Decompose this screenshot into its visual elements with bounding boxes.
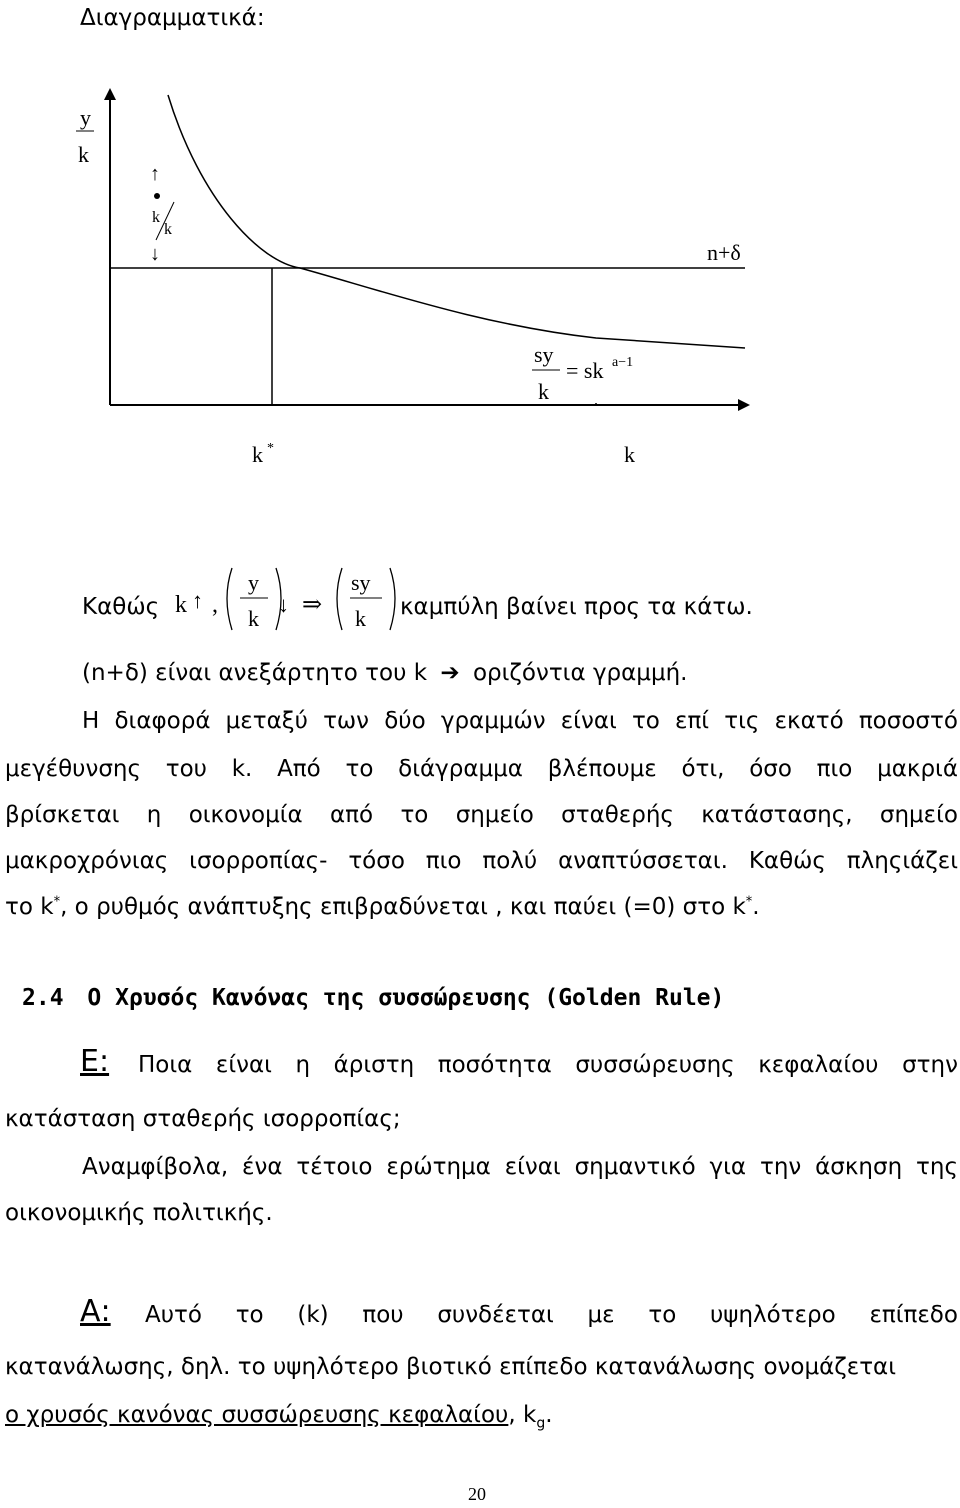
kstar-label: k: [252, 442, 263, 467]
word: Καθώς: [748, 848, 826, 874]
word: επί: [675, 708, 710, 734]
word: οικονομία: [188, 802, 303, 828]
word: είναι: [560, 708, 617, 734]
word: όσο: [749, 756, 792, 782]
kdot-num: k: [152, 209, 160, 226]
page-number: 20: [468, 1484, 486, 1504]
word: ισορροπίας-: [189, 848, 328, 874]
word: ερώτημα: [386, 1154, 491, 1180]
word: κεφαλαίου: [758, 1052, 879, 1078]
word: Η: [82, 708, 100, 734]
formula-lead: Καθώς: [82, 594, 160, 620]
word: διάγραμμα: [398, 756, 523, 782]
word: σημείο: [455, 802, 534, 828]
para1-line6: [5, 894, 760, 920]
word: μεταξύ: [225, 708, 308, 734]
question-line4: οικονομικής πολιτικής.: [5, 1200, 273, 1226]
formula-implies-icon: ⇒: [302, 592, 323, 618]
golden-rule-term: ο χρυσός κανόνας συσσώρευσης κεφαλαίου: [5, 1402, 509, 1428]
formula-down-arrow-icon: ↓: [278, 592, 289, 617]
word: ένα: [242, 1154, 283, 1180]
question-line2: κατάσταση σταθερής ισορροπίας;: [5, 1106, 401, 1132]
answer-line3-sub: g: [536, 1415, 546, 1432]
curve-label-eq: = sk: [566, 358, 604, 383]
formula-up-arrow-icon: ↑: [192, 588, 203, 613]
word: πολύ: [482, 848, 538, 874]
y-axis-label-num: y: [80, 105, 91, 130]
word: επίπεδο: [869, 1302, 958, 1328]
kdot-den: k: [164, 221, 172, 238]
para1-line1b: οριζόντια γραμμή.: [472, 660, 688, 686]
para1-line6-sup: *: [53, 894, 61, 910]
word: Αναμφίβολα,: [82, 1154, 229, 1180]
y-axis-label-den: k: [78, 142, 89, 167]
word: η: [146, 802, 162, 828]
word: διαφορά: [114, 708, 211, 734]
word: το: [631, 708, 660, 734]
word: συνδέεται: [437, 1302, 554, 1328]
word: τις: [724, 708, 760, 734]
word: υψηλότερο: [710, 1302, 836, 1328]
y-axis-arrowhead: [104, 88, 116, 100]
formula-f1-num: y: [248, 570, 259, 595]
answer-line3-b: , k: [508, 1402, 537, 1428]
para1-line6c: .: [752, 894, 760, 920]
word: βλέπουμε: [547, 756, 657, 782]
x-axis-arrowhead: [738, 399, 750, 411]
word: Ποια: [138, 1052, 193, 1078]
word: με: [587, 1302, 615, 1328]
word: Αυτό: [145, 1302, 202, 1328]
word: Από: [277, 756, 321, 782]
formula-f1-den: k: [248, 606, 259, 631]
formula-f2-den: k: [355, 606, 366, 631]
formula-k: k: [175, 592, 187, 618]
word: (k): [297, 1302, 329, 1328]
answer-label: Α:: [80, 1294, 111, 1329]
word: μακροχρόνιας: [5, 848, 169, 874]
para1-line6-sup2: *: [745, 894, 753, 910]
word: των: [323, 708, 370, 734]
para1-line3: [5, 756, 958, 782]
word: το: [400, 802, 429, 828]
word: την: [759, 1154, 802, 1180]
para1-line6b: , ο ρυθμός ανάπτυξης επιβραδύνεται , και παύει (=0) στο k: [60, 894, 746, 920]
curve-label-num: sy: [534, 342, 554, 367]
growth-diagram: [0, 0, 960, 480]
word: πιο: [425, 848, 462, 874]
word: σημαντικό: [574, 1154, 696, 1180]
word: που: [362, 1302, 404, 1328]
word: τέτοιο: [296, 1154, 373, 1180]
word: της: [916, 1154, 958, 1180]
section-number: 2.4: [22, 985, 64, 1011]
answer-line3-c: .: [545, 1402, 553, 1428]
word: μεγέθυνσης: [5, 756, 141, 782]
word: ότι,: [681, 756, 725, 782]
curve-label-exp: a−1: [612, 355, 634, 370]
word: άριστη: [333, 1052, 415, 1078]
answer-line2-text: κατανάλωσης, δηλ. το υψηλότερο βιοτικό επίπεδο κατανάλωσης ονομάζεται: [5, 1354, 896, 1380]
section-heading: [22, 985, 724, 1011]
formula-tail: καμπύλη βαίνει προς τα κάτω.: [400, 594, 753, 620]
curve-label-den: k: [538, 379, 549, 404]
answer-line1: [145, 1302, 958, 1328]
word: το: [648, 1302, 677, 1328]
word: γραμμών: [440, 708, 546, 734]
word: εκατό: [774, 708, 844, 734]
down-arrow-icon: ↓: [150, 243, 160, 265]
sy-over-k-curve: [168, 95, 745, 348]
word: τόσο: [348, 848, 405, 874]
formula-line: [0, 560, 960, 650]
word: από: [330, 802, 374, 828]
formula-comma: ,: [212, 592, 218, 618]
kstar-label-sup: *: [267, 441, 274, 456]
word: η: [295, 1052, 311, 1078]
word: το: [345, 756, 374, 782]
formula-f2-num: sy: [351, 570, 371, 595]
word: αναπτύσσεται.: [558, 848, 728, 874]
up-arrow-icon: ↑: [150, 163, 160, 185]
para1-line2: [82, 708, 958, 734]
n-delta-label: n+δ: [707, 240, 741, 265]
para1-line6a: το k: [5, 894, 54, 920]
question-line1: [138, 1052, 958, 1078]
word: συσσώρευσης: [575, 1052, 735, 1078]
word: είναι: [504, 1154, 561, 1180]
right-arrow-icon: ➔: [440, 660, 460, 686]
para1-line4: [5, 802, 958, 828]
diagram-heading: Διαγραμματικά:: [80, 5, 265, 31]
word: στην: [902, 1052, 958, 1078]
word: σταθερής: [561, 802, 674, 828]
answer-line3: [5, 1402, 553, 1432]
question-line3: [82, 1154, 958, 1180]
answer-line2: [5, 1354, 958, 1380]
para1-line5: [5, 848, 958, 874]
word: κατάστασης,: [701, 802, 853, 828]
x-axis-label: k: [624, 442, 635, 467]
word: βρίσκεται: [5, 802, 120, 828]
word: πιο: [816, 756, 853, 782]
section-title: Ο Χρυσός Κανόνας της συσσώρευσης (Golden Rule): [87, 985, 725, 1011]
word: δύο: [384, 708, 426, 734]
para1-line1: [82, 660, 687, 686]
word: το: [235, 1302, 264, 1328]
word: μακριά: [877, 756, 958, 782]
word: σημείο: [879, 802, 958, 828]
word: του: [165, 756, 207, 782]
dot-icon: [154, 193, 160, 199]
word: άσκηση: [815, 1154, 903, 1180]
word: πληςιάζει: [846, 848, 958, 874]
question-label: Ε:: [80, 1044, 110, 1079]
word: k.: [231, 756, 253, 782]
word: ποσότητα: [437, 1052, 552, 1078]
word: είναι: [215, 1052, 272, 1078]
word: ποσοστό: [858, 708, 958, 734]
word: για: [709, 1154, 747, 1180]
para1-line1a: (n+δ) είναι ανεξάρτητο του k: [82, 660, 428, 686]
